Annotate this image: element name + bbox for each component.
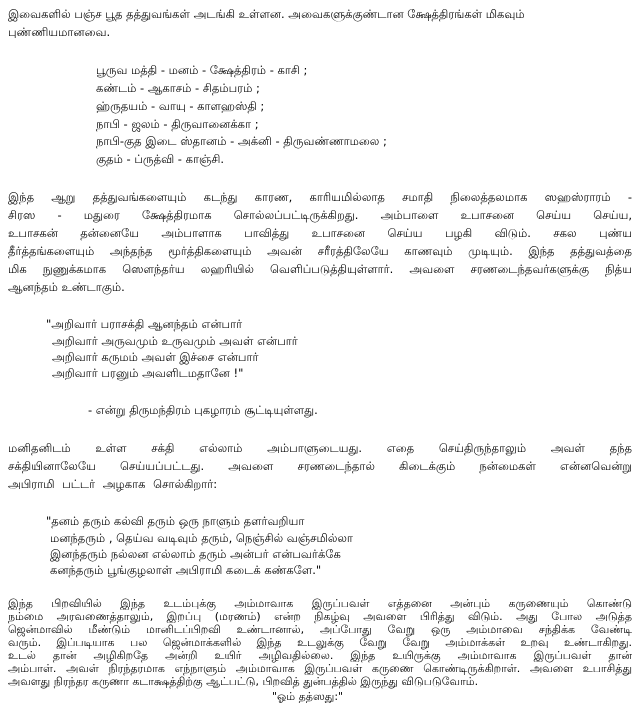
closing-line: "ஓம் தத்ஸது:" [272, 690, 344, 703]
paragraph-line: உபாசகன் தன்னையே அம்பாளாக பாவித்து உபாசனை செய்ய பழகி விடும். சகல புண்ய [8, 226, 632, 240]
paragraph-line: மனிதனிடம் உள்ள சக்தி எல்லாம் அம்பாளுடையது. எதை செய்திருந்தாலும் அவள் தந்த [8, 441, 632, 455]
kshetra-item: ஹ்ருதயம் - வாயு - காளஹஸ்தி ; [96, 99, 265, 113]
verse-line: அறிவார் கருமம் அவள் இச்சை என்பார் [52, 350, 259, 364]
attribution: - என்று திருமந்திரம் புகழாரம் சூட்டியுள்ளது. [88, 403, 318, 417]
paragraph-line: நம்மை அரவணைத்தாலும், இறப்பு (மரணம்) என்ற நிகழ்வு அவளை பிரித்து விடும். அது போல அடுத்த [8, 610, 632, 623]
paragraph-line: இந்த பிறவியில் இந்த உடம்புக்கு அம்மாவாக இருப்பவள் எத்தனை அன்பும் கருணையும் கொண்டு [8, 597, 632, 610]
paragraph-line: உடல் தான் அழிகிறதே அன்றி உயிர் அழிவதில்லை. இந்த உயிருக்கு அம்மாவாக இருப்பவள் தான் [8, 649, 632, 662]
paragraph-line: இந்த ஆறு தத்துவங்களையும் கடந்து காரண, காரியமில்லாத சமாதி நிலைத்தலமாக ஸஹஸ்ராரம் - [8, 190, 632, 204]
kshetra-item: நாபி-குத இடை ஸ்தானம் - அக்னி - திருவண்ணாமலை ; [96, 134, 387, 148]
verse-line: அறிவார் பரனும் அவளிடமதானே !" [52, 366, 244, 380]
intro-line: இவைகளில் பஞ்ச பூத தத்துவங்கள் அடங்கி உள்ளன. அவைகளுக்குண்டான க்ஷேத்திரங்கள் மிகவும் [8, 7, 525, 21]
verse-line: அறிவார் அருவமும் உருவமும் அவள் என்பார் [52, 334, 298, 348]
paragraph-line: சக்தியினாலேயே செய்யப்பட்டது. அவளை சரணடைந்தால் கிடைக்கும் நன்மைகள் என்னவென்று [8, 459, 632, 473]
kshetra-item: குதம் - ப்ருத்வி - காஞ்சி. [96, 152, 224, 166]
kshetra-item: கண்டம் - ஆகாசம் - சிதம்பரம் ; [96, 81, 260, 95]
paragraph-line: அபிராமி பட்டர் அழகாக சொல்கிறார்: [8, 477, 218, 491]
paragraph-line: வரும். இப்படியாக பல ஜென்மாக்களில் இந்த உடலுக்கு வேறு வேறு அம்மாக்கள் உறவு உண்டாகிறது. [8, 636, 632, 649]
intro-line: புண்ணியமானவை. [8, 25, 111, 39]
paragraph-line: ஆனந்தம் உண்டாகும். [8, 280, 125, 294]
paragraph-line: சிரஸ - மதுரை க்ஷேத்திரமாக சொல்லப்பட்டிருக்கிறது. அம்பாளை உபாசனை செய்ய செய்ய, [8, 208, 632, 222]
kshetra-item: பூருவ மத்தி - மனம் - க்ஷேத்திரம் - காசி ; [96, 63, 308, 77]
paragraph-line: அம்பாள். அவள் நிரந்தரமாக எந்நாளும் அம்மாவாக இருப்பவள் கருணை கொண்டிருக்கிறாள். அவளை உபாசித்து [8, 662, 632, 675]
verse-line: இனந்தரும் நல்லன எல்லாம் தரும் அன்பர் என்பவர்க்கே [50, 547, 341, 561]
paragraph-line: மிக நுணுக்கமாக ஸௌந்தர்ய லஹரியில் வெளிப்படுத்தியுள்ளார். அவளை சரணடைந்தவர்களுக்கு நித்ய [8, 262, 632, 276]
verse-line: "அறிவார் பராசக்தி ஆனந்தம் என்பார் [46, 317, 243, 331]
kshetra-item: நாபி - ஜலம் - திருவானைக்கா ; [96, 117, 259, 131]
paragraph-line: ஜென்மாவில் மீண்டும் மானிடப்பிறவி உண்டானால், அப்போது வேறு ஒரு அம்மாவை சந்திக்க வேண்டி [8, 623, 632, 636]
verse-line: கனந்தரும் பூங்குழலாள் அபிராமி கடைக் கண்களே." [50, 563, 322, 577]
verse-line: மனந்தரும் , தெய்வ வடிவும் தரும், நெஞ்சில் வஞ்சமில்லா [50, 531, 353, 545]
paragraph-line: அவளது நிரந்தர கருணா கடாக்ஷத்திற்கு ஆட்பட்டு, பிறவித் துன்பத்தில் இருந்து விடுபடுவோம். [8, 675, 479, 688]
paragraph-line: தீர்த்தங்களையும் அந்தந்த மூர்த்திகளையும் அவன் சரீரத்திலேயே காணவும் முடியும். இந்த தத்துவத்தை [8, 244, 632, 258]
verse-line: "தனம் தரும் கல்வி தரும் ஒரு நாளும் தளர்வறியா [46, 514, 305, 528]
